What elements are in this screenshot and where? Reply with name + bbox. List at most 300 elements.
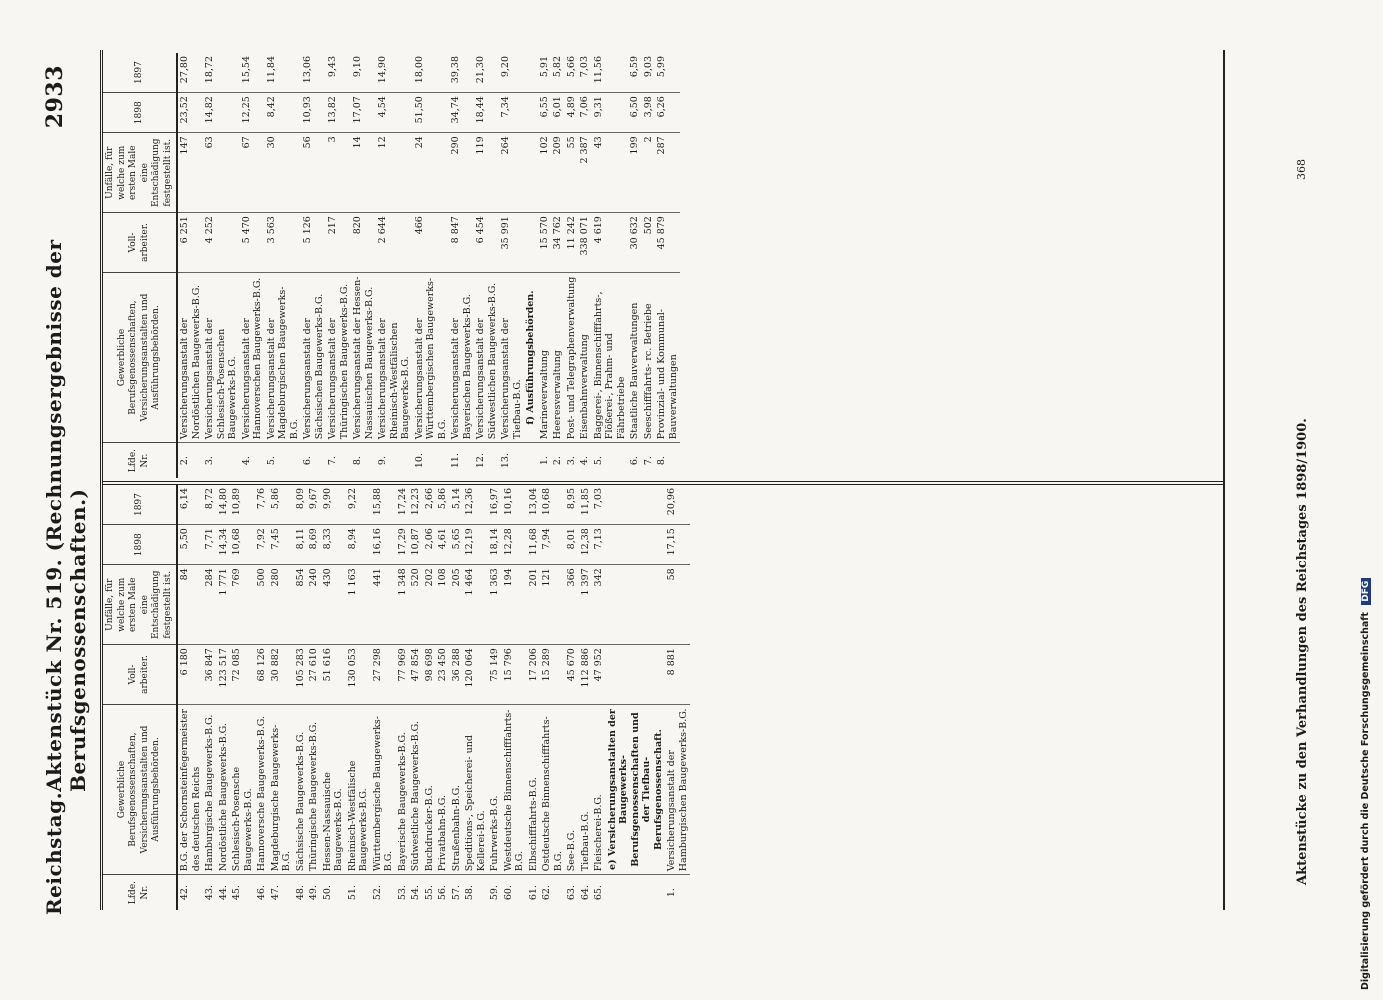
cell-unf: 108 (436, 565, 450, 645)
cell-nr: 10. (413, 443, 450, 478)
cell-name: Privatbahn-B.G. (436, 704, 450, 874)
cell-unf: 12 (376, 133, 413, 213)
cell-r98: 12,28 (502, 525, 527, 565)
section-row (524, 53, 538, 478)
cell-r97: 21,30 (475, 56, 486, 84)
cell-voll: 30 882 (269, 645, 294, 705)
cell-r98: 7,45 (269, 525, 294, 565)
cell-r98: 12,25 (240, 93, 265, 133)
cell-voll: 15 570 (538, 213, 552, 273)
cell-r97: 6,14 (179, 488, 190, 510)
cell-name: Versicherungsanstalt der Württembergischen Baugewerks-B.G. (413, 272, 450, 442)
cell-name: Buchdrucker-B.G. (423, 704, 437, 874)
cell-name: Versicherungsanstalt der Rheinisch-Westfälischen Baugewerks-B.G. (376, 272, 413, 442)
table-row (450, 485, 464, 910)
cell-r98: 8,33 (321, 525, 346, 565)
cell-voll: 6 180 (177, 645, 203, 705)
table-row (346, 485, 371, 910)
cell-unf: 56 (301, 133, 326, 213)
cell-unf: 520 (409, 565, 423, 645)
cell-r97: 12,36 (464, 488, 475, 516)
footer-source: Aktenstücke zu den Verhandlungen des Reichstages 1898/1900. (1295, 418, 1310, 885)
cell-unf: 1 348 (396, 565, 410, 645)
cell-unf: 147 (177, 133, 203, 213)
cell-r97: 5,14 (450, 488, 462, 510)
cell-voll: 47 854 (409, 645, 423, 705)
table-row (578, 53, 592, 478)
cell-unf: 342 (592, 565, 606, 645)
cell-voll: 77 969 (396, 645, 410, 705)
table-row (665, 485, 690, 910)
cell-r97: 5,86 (437, 488, 448, 510)
cell-unf: 102 (538, 133, 552, 213)
table-row (527, 485, 541, 910)
cell-voll: 98 698 (423, 645, 437, 705)
cell-name: Versicherungsanstalt der Bayerischen Baugewerks-B.G. (449, 272, 474, 442)
cell-unf: 205 (450, 565, 464, 645)
col-name: Gewerbliche Berufsgenossenschaften, Versicherungsanstalten und Ausführungsbehörden. (103, 272, 177, 442)
cell-voll: 4 252 (203, 213, 240, 273)
cell-name: Marineverwaltung (538, 272, 552, 442)
cell-voll: 27 298 (371, 645, 396, 705)
table-row (565, 485, 579, 910)
cell-r98: 9,31 (592, 93, 629, 133)
cell-r97: 39,38 (450, 56, 461, 84)
cell-nr: 5. (265, 443, 302, 478)
col-name: Gewerbliche Berufsgenossenschaften, Versicherungsanstalten und Ausführungsbehörden. (103, 704, 177, 874)
cell-r97: 6,59 (629, 56, 640, 78)
table-row (628, 53, 642, 478)
table-row (540, 485, 565, 910)
cell-nr: 7. (326, 443, 351, 478)
cell-nr: 55. (423, 875, 437, 910)
cell-unf: 2 387 (578, 133, 592, 213)
cell-voll: 30 632 (628, 213, 642, 273)
cell-r97: 10,89 (231, 488, 242, 516)
table-row (255, 485, 269, 910)
cell-voll: 11 242 (565, 213, 579, 273)
cell-name: Baggerei-, Binnenschifffahrts-, Flößerei-, Prahm- und Fährbetriebe (592, 272, 629, 442)
cell-r98: 13,82 (326, 93, 351, 133)
cell-nr: 1. (538, 443, 552, 478)
cell-r98: 16,16 (371, 525, 396, 565)
table-row (294, 485, 308, 910)
table-row (502, 485, 527, 910)
cell-voll: 75 149 (488, 645, 502, 705)
cell-voll: 36 847 (203, 645, 217, 705)
cell-name: Nordöstliche Baugewerks-B.G. (217, 704, 231, 874)
cell-r98: 7,94 (540, 525, 565, 565)
cell-r98: 14,34 (217, 525, 231, 565)
cell-r98: 2,06 (423, 525, 437, 565)
cell-name: Provinzial- und Kommunal-Bauverwaltungen (655, 272, 680, 442)
table-row (371, 485, 396, 910)
cell-unf: 769 (230, 565, 255, 645)
cell-nr: 4. (240, 443, 265, 478)
cell-unf: 854 (294, 565, 308, 645)
cell-name: Hamburgische Baugewerks-B.G. (203, 704, 217, 874)
cell-r97: 10,16 (502, 488, 514, 516)
cell-nr: 13. (499, 443, 524, 478)
cell-unf: 280 (269, 565, 294, 645)
cell-unf: 43 (592, 133, 629, 213)
cell-name: Schlesisch-Posensche Baugewerks-B.G. (230, 704, 255, 874)
cell-nr: 56. (436, 875, 450, 910)
cell-name: Sächsische Baugewerks-B.G. (294, 704, 308, 874)
cell-voll: 105 283 (294, 645, 308, 705)
cell-unf: 121 (540, 565, 565, 645)
cell-nr: 4. (578, 443, 592, 478)
cell-nr: 48. (294, 875, 308, 910)
cell-voll: 130 053 (346, 645, 371, 705)
cell-name: Fuhrwerks-B.G. (488, 704, 502, 874)
cell-r98: 7,13 (592, 525, 606, 565)
left-table (103, 485, 690, 910)
cell-r97: 7,76 (256, 488, 267, 510)
cell-voll: 4 619 (592, 213, 629, 273)
cell-unf: 67 (240, 133, 265, 213)
table-row (499, 53, 524, 478)
cell-nr: 3. (565, 443, 579, 478)
cell-r97: 2,66 (423, 488, 435, 510)
cell-unf: 119 (474, 133, 499, 213)
table-row (240, 53, 265, 478)
table-row (538, 53, 552, 478)
cell-r98: 7,71 (203, 525, 217, 565)
cell-r98: 5,65 (450, 525, 464, 565)
col-1898: 1898 (103, 93, 177, 133)
cell-voll: 2 644 (376, 213, 413, 273)
cell-nr: 45. (230, 875, 255, 910)
cell-name: Versicherungsanstalt der Hannoverschen Baugewerks-B.G. (240, 272, 265, 442)
cell-name: Versicherungsanstalt der Sächsischen Baugewerks-B.G. (301, 272, 326, 442)
cell-r98: 8,94 (346, 525, 371, 565)
cell-unf: 441 (371, 565, 396, 645)
cell-unf: 1 464 (463, 565, 488, 645)
cell-name: Rheinisch-Westfälische Baugewerks-B.G. (346, 704, 371, 874)
table-row (655, 53, 680, 478)
cell-nr: 47. (269, 875, 294, 910)
cell-r98: 17,29 (396, 525, 410, 565)
cell-voll: 36 288 (450, 645, 464, 705)
dfg-credit-text: Digitalisierung gefördert durch die Deutsche Forschungsgemeinschaft (1360, 612, 1371, 990)
cell-nr: 42. (177, 875, 203, 910)
cell-voll: 5 470 (240, 213, 265, 273)
table-row (177, 485, 203, 910)
cell-r98: 8,01 (565, 525, 579, 565)
cell-r98: 3,98 (642, 93, 656, 133)
cell-nr: 51. (346, 875, 371, 910)
table-row (307, 485, 321, 910)
cell-r98: 14,82 (203, 93, 240, 133)
cell-r97: 9,67 (308, 488, 319, 510)
cell-voll: 17 206 (527, 645, 541, 705)
right-table (103, 53, 680, 478)
cell-name: Versicherungsanstalt der Schlesisch-Posenschen Baugewerks-B.G. (203, 272, 240, 442)
cell-name: Versicherungsanstalt der Hamburgischen Baugewerks-B.G. (665, 704, 690, 874)
cell-nr: 44. (217, 875, 231, 910)
cell-unf: 63 (203, 133, 240, 213)
cell-r98: 8,11 (294, 525, 308, 565)
cell-name: Eisenbahnverwaltung (578, 272, 592, 442)
cell-r97: 14,80 (217, 488, 229, 516)
cell-unf: 58 (665, 565, 690, 645)
cell-r97: 7,03 (593, 488, 604, 510)
table-row (592, 53, 629, 478)
cell-unf: 290 (449, 133, 474, 213)
table-row (423, 485, 437, 910)
cell-unf: 284 (203, 565, 217, 645)
table-row (579, 485, 593, 910)
cell-name: Magdeburgische Baugewerks-B.G. (269, 704, 294, 874)
cell-name: Bayerische Baugewerks-B.G. (396, 704, 410, 874)
table-row (642, 53, 656, 478)
cell-r98: 4,61 (436, 525, 450, 565)
cell-r97: 17,24 (396, 488, 408, 516)
cell-r97: 16,97 (489, 488, 500, 516)
cell-voll: 27 610 (307, 645, 321, 705)
cell-r97: 18,00 (413, 56, 425, 84)
cell-voll: 3 563 (265, 213, 302, 273)
cell-r97: 5,86 (269, 488, 281, 510)
cell-unf: 430 (321, 565, 346, 645)
cell-name: Speditions-, Speicherei- und Kellerei-B.G. (463, 704, 488, 874)
cell-unf: 366 (565, 565, 579, 645)
cell-name: Heeresverwaltung (551, 272, 565, 442)
table-row (177, 53, 203, 478)
page-number: 2933 (42, 65, 68, 129)
cell-voll: 6 454 (474, 213, 499, 273)
cell-r98: 12,19 (463, 525, 488, 565)
table-row (488, 485, 502, 910)
cell-voll: 45 670 (565, 645, 579, 705)
cell-r97: 14,90 (377, 56, 388, 84)
cell-r98: 7,06 (578, 93, 592, 133)
col-voll: Voll-arbeiter. (103, 213, 177, 273)
cell-r98: 12,38 (579, 525, 593, 565)
cell-unf: 3 (326, 133, 351, 213)
cell-voll: 217 (326, 213, 351, 273)
cell-unf: 240 (307, 565, 321, 645)
cell-r98: 10,87 (409, 525, 423, 565)
cell-r97: 9,22 (346, 488, 358, 510)
cell-name: Fleischerei-B.G. (592, 704, 606, 874)
cell-r97: 18,72 (204, 56, 215, 84)
cell-voll: 15 289 (540, 645, 565, 705)
cell-r98: 10,93 (301, 93, 326, 133)
table-row (301, 53, 326, 478)
cell-name: Staatliche Bauverwaltungen (628, 272, 642, 442)
cell-nr: 60. (502, 875, 527, 910)
cell-r98: 4,89 (565, 93, 579, 133)
table-row (203, 53, 240, 478)
cell-nr: 43. (203, 875, 217, 910)
cell-voll: 35 991 (499, 213, 524, 273)
col-1897: 1897 (103, 485, 177, 525)
cell-r97: 9,03 (642, 56, 654, 78)
page-header (42, 65, 90, 915)
col-1898: 1898 (103, 525, 177, 565)
cell-name: Hannoversche Baugewerks-B.G. (255, 704, 269, 874)
cell-unf: 1 771 (217, 565, 231, 645)
col-nr: Lfde. Nr. (103, 443, 177, 478)
cell-nr: 8. (655, 443, 680, 478)
cell-voll: 8 881 (665, 645, 690, 705)
cell-unf: 14 (351, 133, 376, 213)
cell-r97: 8,72 (204, 488, 215, 510)
cell-unf: 55 (565, 133, 579, 213)
cell-voll: 8 847 (449, 213, 474, 273)
cell-voll: 72 085 (230, 645, 255, 705)
cell-r97: 9,43 (327, 56, 338, 78)
cell-nr: 53. (396, 875, 410, 910)
cell-voll: 15 796 (502, 645, 527, 705)
cell-unf: 264 (499, 133, 524, 213)
cell-unf: 1 397 (579, 565, 593, 645)
cell-nr: 6. (301, 443, 326, 478)
cell-r97: 13,04 (527, 488, 539, 516)
cell-nr: 6. (628, 443, 642, 478)
section-row (606, 485, 666, 910)
header-left: Reichstag. (42, 791, 66, 915)
cell-r97: 15,54 (240, 56, 252, 84)
cell-nr: 59. (488, 875, 502, 910)
cell-nr: 46. (255, 875, 269, 910)
cell-nr: 62. (540, 875, 565, 910)
cell-nr: 50. (321, 875, 346, 910)
header-title: Aktenstück Nr. 519. (Rechnungsergebnisse der Berufsgenossenschaften.) (42, 239, 90, 792)
section-heading: f) Ausführungsbehörden. (524, 272, 538, 442)
cell-unf: 199 (628, 133, 642, 213)
left-table-half (103, 481, 1223, 910)
cell-nr: 9. (376, 443, 413, 478)
table-row (269, 485, 294, 910)
cell-r97: 13,06 (302, 56, 313, 84)
cell-r97: 8,95 (566, 488, 577, 510)
cell-name: B.G. der Schornsteinfegermeister des deutschen Reichs (177, 704, 203, 874)
cell-unf: 30 (265, 133, 302, 213)
cell-nr: 5. (592, 443, 629, 478)
cell-r98: 8,42 (265, 93, 302, 133)
cell-name: Versicherungsanstalt der Thüringischen Baugewerks-B.G. (326, 272, 351, 442)
cell-name: Westdeutsche Binnenschifffahrts-B.G. (502, 704, 527, 874)
cell-name: Tiefbau-B.G. (579, 704, 593, 874)
table-row (230, 485, 255, 910)
cell-voll: 5 126 (301, 213, 326, 273)
cell-voll: 338 071 (578, 213, 592, 273)
cell-name: Versicherungsanstalt der Südwestlichen Baugewerks-B.G. (474, 272, 499, 442)
cell-name: Württembergische Baugewerks-B.G. (371, 704, 396, 874)
table-row (203, 485, 217, 910)
table-row (376, 53, 413, 478)
cell-r98: 10,68 (230, 525, 255, 565)
cell-nr: 65. (592, 875, 606, 910)
cell-nr: 8. (351, 443, 376, 478)
cell-nr: 61. (527, 875, 541, 910)
cell-r97: 11,85 (579, 488, 591, 516)
cell-r97: 15,88 (371, 488, 383, 516)
cell-unf: 209 (551, 133, 565, 213)
cell-r97: 5,99 (656, 56, 667, 78)
cell-r98: 4,54 (376, 93, 413, 133)
cell-voll: 120 064 (463, 645, 488, 705)
cell-r98: 5,50 (177, 525, 203, 565)
cell-unf: 202 (423, 565, 437, 645)
col-unfaelle: Unfälle, für welche zum ersten Male eine Entschädigung festgestellt ist. (103, 133, 177, 213)
cell-r97: 12,23 (410, 488, 421, 516)
cell-name: Versicherungsanstalt der Hessen-Nassauischen Baugewerks-B.G. (351, 272, 376, 442)
cell-unf: 201 (527, 565, 541, 645)
cell-nr: 58. (463, 875, 488, 910)
cell-name: Hessen-Nassauische Baugewerks-B.G. (321, 704, 346, 874)
cell-r97: 9,20 (500, 56, 511, 78)
cell-voll: 23 450 (436, 645, 450, 705)
cell-r98: 17,07 (351, 93, 376, 133)
cell-r97: 7,03 (579, 56, 590, 78)
cell-r98: 18,44 (474, 93, 499, 133)
cell-name: Thüringische Baugewerks-B.G. (307, 704, 321, 874)
cell-nr: 2. (551, 443, 565, 478)
cell-r98: 8,69 (307, 525, 321, 565)
cell-r98: 18,14 (488, 525, 502, 565)
cell-voll: 123 517 (217, 645, 231, 705)
cell-unf: 2 (642, 133, 656, 213)
table-row (321, 485, 346, 910)
cell-name: Ostdeutsche Binnenschifffahrts-B.G. (540, 704, 565, 874)
cell-unf: 194 (502, 565, 527, 645)
cell-voll: 68 126 (255, 645, 269, 705)
cell-name: Versicherungsanstalt der Magdeburgischen Baugewerks-B.G. (265, 272, 302, 442)
cell-name: Post- und Telegraphenverwaltung (565, 272, 579, 442)
cell-voll: 6 251 (177, 213, 203, 273)
dfg-credit (1360, 10, 1371, 990)
cell-r97: 27,80 (179, 56, 190, 84)
cell-name: Südwestliche Baugewerks-B.G. (409, 704, 423, 874)
cell-unf: 287 (655, 133, 680, 213)
table-row (326, 53, 351, 478)
cell-name: Seeschifffahrts- rc. Betriebe (642, 272, 656, 442)
col-nr: Lfde. Nr. (103, 875, 177, 910)
cell-r98: 7,34 (499, 93, 524, 133)
table-row (396, 485, 410, 910)
cell-r98: 6,26 (655, 93, 680, 133)
table-row (551, 53, 565, 478)
cell-nr: 11. (449, 443, 474, 478)
cell-r98: 6,50 (628, 93, 642, 133)
cell-voll: 466 (413, 213, 450, 273)
cell-nr: 12. (474, 443, 499, 478)
table-row (217, 485, 231, 910)
cell-r98: 34,74 (449, 93, 474, 133)
cell-nr: 3. (203, 443, 240, 478)
table-row (565, 53, 579, 478)
dfg-logo: DFG (1361, 578, 1371, 605)
cell-r97: 5,82 (552, 56, 563, 78)
cell-voll: 45 879 (655, 213, 680, 273)
footer-sheet-number: 368 (1295, 159, 1308, 180)
cell-r98: 6,55 (538, 93, 552, 133)
cell-nr: 52. (371, 875, 396, 910)
cell-nr: 1. (665, 875, 690, 910)
table-row (351, 53, 376, 478)
cell-r98: 11,68 (527, 525, 541, 565)
cell-r97: 10,68 (541, 488, 552, 516)
cell-r98: 6,01 (551, 93, 565, 133)
cell-r98: 23,52 (177, 93, 203, 133)
cell-voll: 34 762 (551, 213, 565, 273)
cell-nr: 57. (450, 875, 464, 910)
cell-unf: 1 163 (346, 565, 371, 645)
